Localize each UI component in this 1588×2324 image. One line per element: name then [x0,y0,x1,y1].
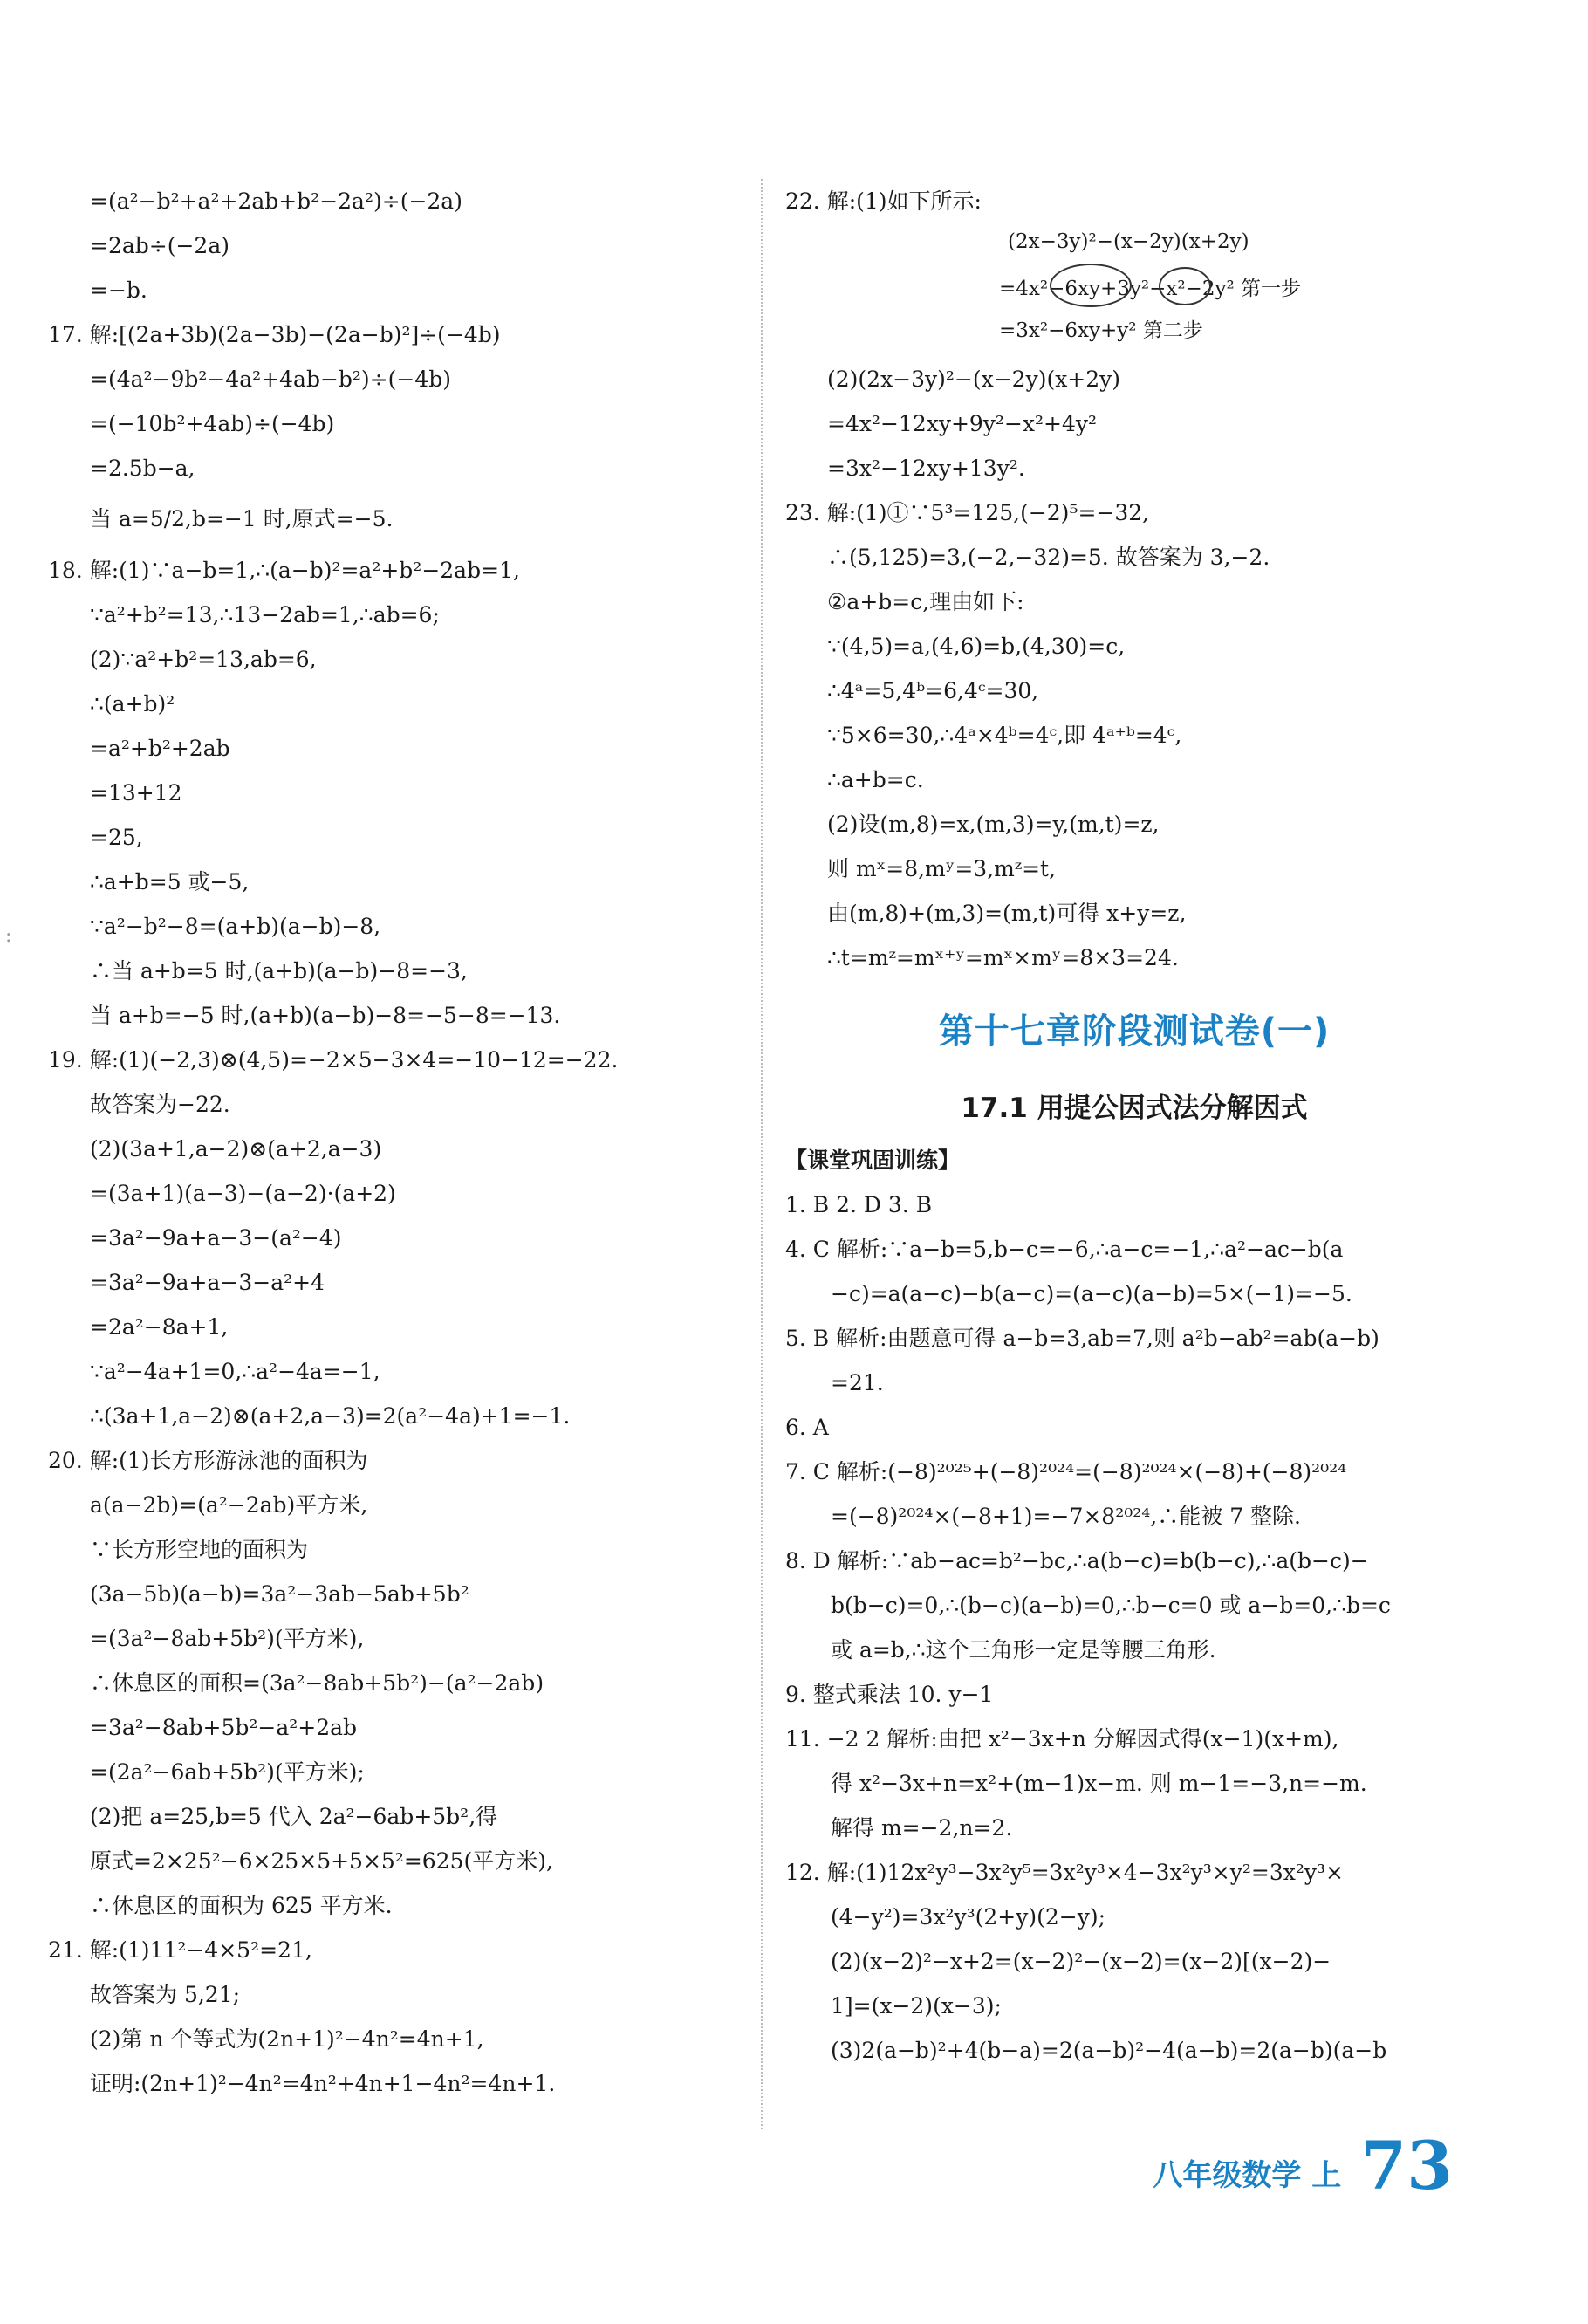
solution-line: 20. 解:(1)长方形游泳池的面积为 [48,1448,368,1473]
solution-line: b(b−c)=0,∴(b−c)(a−b)=0,∴b−c=0 或 a−b=0,∴b=c [831,1593,1391,1618]
solution-line: 则 mˣ=8,mʸ=3,mᶻ=t, [827,856,1057,881]
solution-line: =25, [90,825,143,850]
solution-line: =a²+b²+2ab [90,736,230,761]
solution-line: 当 a+b=−5 时,(a+b)(a−b)−8=−5−8=−13. [90,1003,561,1028]
solution-line: ∵长方形空地的面积为 [90,1537,309,1562]
solution-line: =3x²−12xy+13y². [827,456,1025,481]
solution-line: (3a−5b)(a−b)=3a²−3ab−5ab+5b² [90,1581,469,1607]
solution-line: 1. B 2. D 3. B [785,1192,933,1217]
solution-line: ∵a²+b²=13,∴13−2ab=1,∴ab=6; [90,602,440,627]
solution-line: 12. 解:(1)12x²y³−3x²y⁵=3x²y³×4−3x²y³×y²=3x²y³× [785,1860,1344,1885]
solution-line: =2.5b−a, [90,456,195,481]
figure-line-2: =4x²−6xy+3y²−x²−2y² 第一步 [999,278,1301,300]
solution-line: 或 a=b,∴这个三角形一定是等腰三角形. [831,1637,1216,1662]
solution-line: ∴当 a+b=5 时,(a+b)(a−b)−8=−3, [90,958,468,984]
solution-line: 当 a=5/2,b=−1 时,原式=−5. [90,506,394,531]
solution-line: ∴休息区的面积为 625 平方米. [90,1893,393,1918]
solution-line: =3a²−9a+a−3−(a²−4) [90,1225,342,1251]
circle-mark-2 [1159,267,1211,305]
solution-line: =(3a+1)(a−3)−(a−2)·(a+2) [90,1181,396,1206]
chapter-title: 第十七章阶段测试卷(一) [938,1011,1331,1052]
solution-line: =13+12 [90,780,182,806]
solution-line: (3)2(a−b)²+4(b−a)=2(a−b)²−4(a−b)=2(a−b)(a−b [831,2038,1387,2063]
solution-line: ∴休息区的面积=(3a²−8ab+5b²)−(a²−2ab) [90,1670,544,1696]
solution-line: ∴(3a+1,a−2)⊗(a+2,a−3)=2(a²−4a)+1=−1. [90,1403,571,1429]
page-number: 73 [1360,2127,1453,2204]
solution-line: ∵a²−4a+1=0,∴a²−4a=−1, [90,1359,380,1384]
solution-line: (2)(x−2)²−x+2=(x−2)²−(x−2)=(x−2)[(x−2)− [831,1949,1331,1974]
solution-line: ∴(5,125)=3,(−2,−32)=5. 故答案为 3,−2. [827,545,1270,570]
solution-line: 得 x²−3x+n=x²+(m−1)x−m. 则 m−1=−3,n=−m. [831,1771,1367,1796]
solution-line: ∵5×6=30,∴4ᵃ×4ᵇ=4ᶜ,即 4ᵃ⁺ᵇ=4ᶜ, [827,723,1182,748]
solution-line: 原式=2×25²−6×25×5+5×5²=625(平方米), [90,1848,553,1874]
solution-line: ∵(4,5)=a,(4,6)=b,(4,30)=c, [827,634,1126,659]
solution-line: a(a−2b)=(a²−2ab)平方米, [90,1492,368,1518]
solution-line: 11. −2 2 解析:由把 x²−3x+n 分解因式得(x−1)(x+m), [785,1726,1339,1752]
figure-22 [785,223,1483,357]
solution-line: 5. B 解析:由题意可得 a−b=3,ab=7,则 a²b−ab²=ab(a−b) [785,1326,1379,1351]
solution-line: =2ab÷(−2a) [90,233,229,258]
solution-line: 18. 解:(1)∵a−b=1,∴(a−b)²=a²+b²−2ab=1, [48,558,520,583]
solution-line: =(−10b²+4ab)÷(−4b) [90,411,335,436]
exercise-header: 【课堂巩固训练】 [785,1148,961,1173]
solution-line: 19. 解:(1)(−2,3)⊗(4,5)=−2×5−3×4=−10−12=−22. [48,1047,619,1073]
left-column [48,179,746,2106]
page-footer [1153,2127,1453,2204]
solution-line: =3a²−9a+a−3−a²+4 [90,1270,325,1295]
solution-line: =2a²−8a+1, [90,1314,229,1340]
solution-line: 故答案为 5,21; [90,1982,241,2007]
solution-line: =(−8)²⁰²⁴×(−8+1)=−7×8²⁰²⁴,∴能被 7 整除. [831,1504,1301,1529]
solution-line: ∴(a+b)² [90,691,175,716]
solution-line: 4. C 解析:∵a−b=5,b−c=−6,∴a−c=−1,∴a²−ac−b(a [785,1237,1344,1262]
solution-line: 22. 解:(1)如下所示: [785,189,982,214]
solution-line: 故答案为−22. [90,1092,230,1117]
solution-line: =(2a²−6ab+5b²)(平方米); [90,1759,365,1785]
solution-line: (2)(3a+1,a−2)⊗(a+2,a−3) [90,1136,382,1162]
solution-line: ∴4ᵃ=5,4ᵇ=6,4ᶜ=30, [827,678,1039,703]
solution-line: 23. 解:(1)①∵5³=125,(−2)⁵=−32, [785,500,1150,525]
solution-line: =4x²−12xy+9y²−x²+4y² [827,411,1098,436]
figure-line-1: (2x−3y)²−(x−2y)(x+2y) [1008,230,1249,253]
circle-mark-1 [1050,264,1132,307]
solution-line: 6. A [785,1415,829,1440]
margin-mark: : [5,925,12,947]
solution-line: 1]=(x−2)(x−3); [831,1993,1002,2019]
solution-line: 17. 解:[(2a+3b)(2a−3b)−(2a−b)²]÷(−4b) [48,322,501,347]
solution-line: (2)设(m,8)=x,(m,3)=y,(m,t)=z, [827,812,1160,837]
solution-line: =−b. [90,278,147,303]
solution-line: 9. 整式乘法 10. y−1 [785,1682,994,1707]
solution-line: (4−y²)=3x²y³(2+y)(2−y); [831,1904,1106,1930]
solution-line: =(3a²−8ab+5b²)(平方米), [90,1626,365,1651]
solution-line: ∴a+b=5 或−5, [90,869,250,895]
solution-line: −c)=a(a−c)−b(a−c)=(a−c)(a−b)=5×(−1)=−5. [831,1281,1352,1306]
solution-line: 8. D 解析:∵ab−ac=b²−bc,∴a(b−c)=b(b−c),∴a(b−c)− [785,1548,1369,1573]
solution-line: (2)第 n 个等式为(2n+1)²−4n²=4n+1, [90,2026,484,2052]
solution-line: 解得 m=−2,n=2. [831,1815,1013,1841]
section-title: 17.1 用提公因式法分解因式 [961,1093,1308,1124]
solution-line: =21. [831,1370,884,1395]
solution-line: 21. 解:(1)11²−4×5²=21, [48,1937,312,1963]
solution-line: =3a²−8ab+5b²−a²+2ab [90,1715,358,1740]
solution-line: ②a+b=c,理由如下: [827,589,1024,614]
figure-line-3: =3x²−6xy+y² 第二步 [999,319,1203,342]
solution-line: (2)∵a²+b²=13,ab=6, [90,647,317,672]
solution-line: =(a²−b²+a²+2ab+b²−2a²)÷(−2a) [90,189,462,214]
solution-line: 证明:(2n+1)²−4n²=4n²+4n+1−4n²=4n+1. [90,2071,556,2096]
solution-line: 由(m,8)+(m,3)=(m,t)可得 x+y=z, [827,901,1187,926]
solution-line: ∴t=mᶻ=mˣ⁺ʸ=mˣ×mʸ=8×3=24. [827,945,1179,970]
solution-line: =(4a²−9b²−4a²+4ab−b²)÷(−4b) [90,367,451,392]
solution-line: ∵a²−b²−8=(a+b)(a−b)−8, [90,914,381,939]
right-column [785,179,1483,2073]
column-divider [761,179,763,2129]
book-label: 八年级数学 上 [1153,2158,1342,2193]
solution-line: ∴a+b=c. [827,767,924,792]
solution-line: 7. C 解析:(−8)²⁰²⁵+(−8)²⁰²⁴=(−8)²⁰²⁴×(−8)+(−8)²⁰²⁴ [785,1459,1347,1484]
solution-line: (2)把 a=25,b=5 代入 2a²−6ab+5b²,得 [90,1804,498,1829]
solution-line: (2)(2x−3y)²−(x−2y)(x+2y) [827,367,1121,392]
